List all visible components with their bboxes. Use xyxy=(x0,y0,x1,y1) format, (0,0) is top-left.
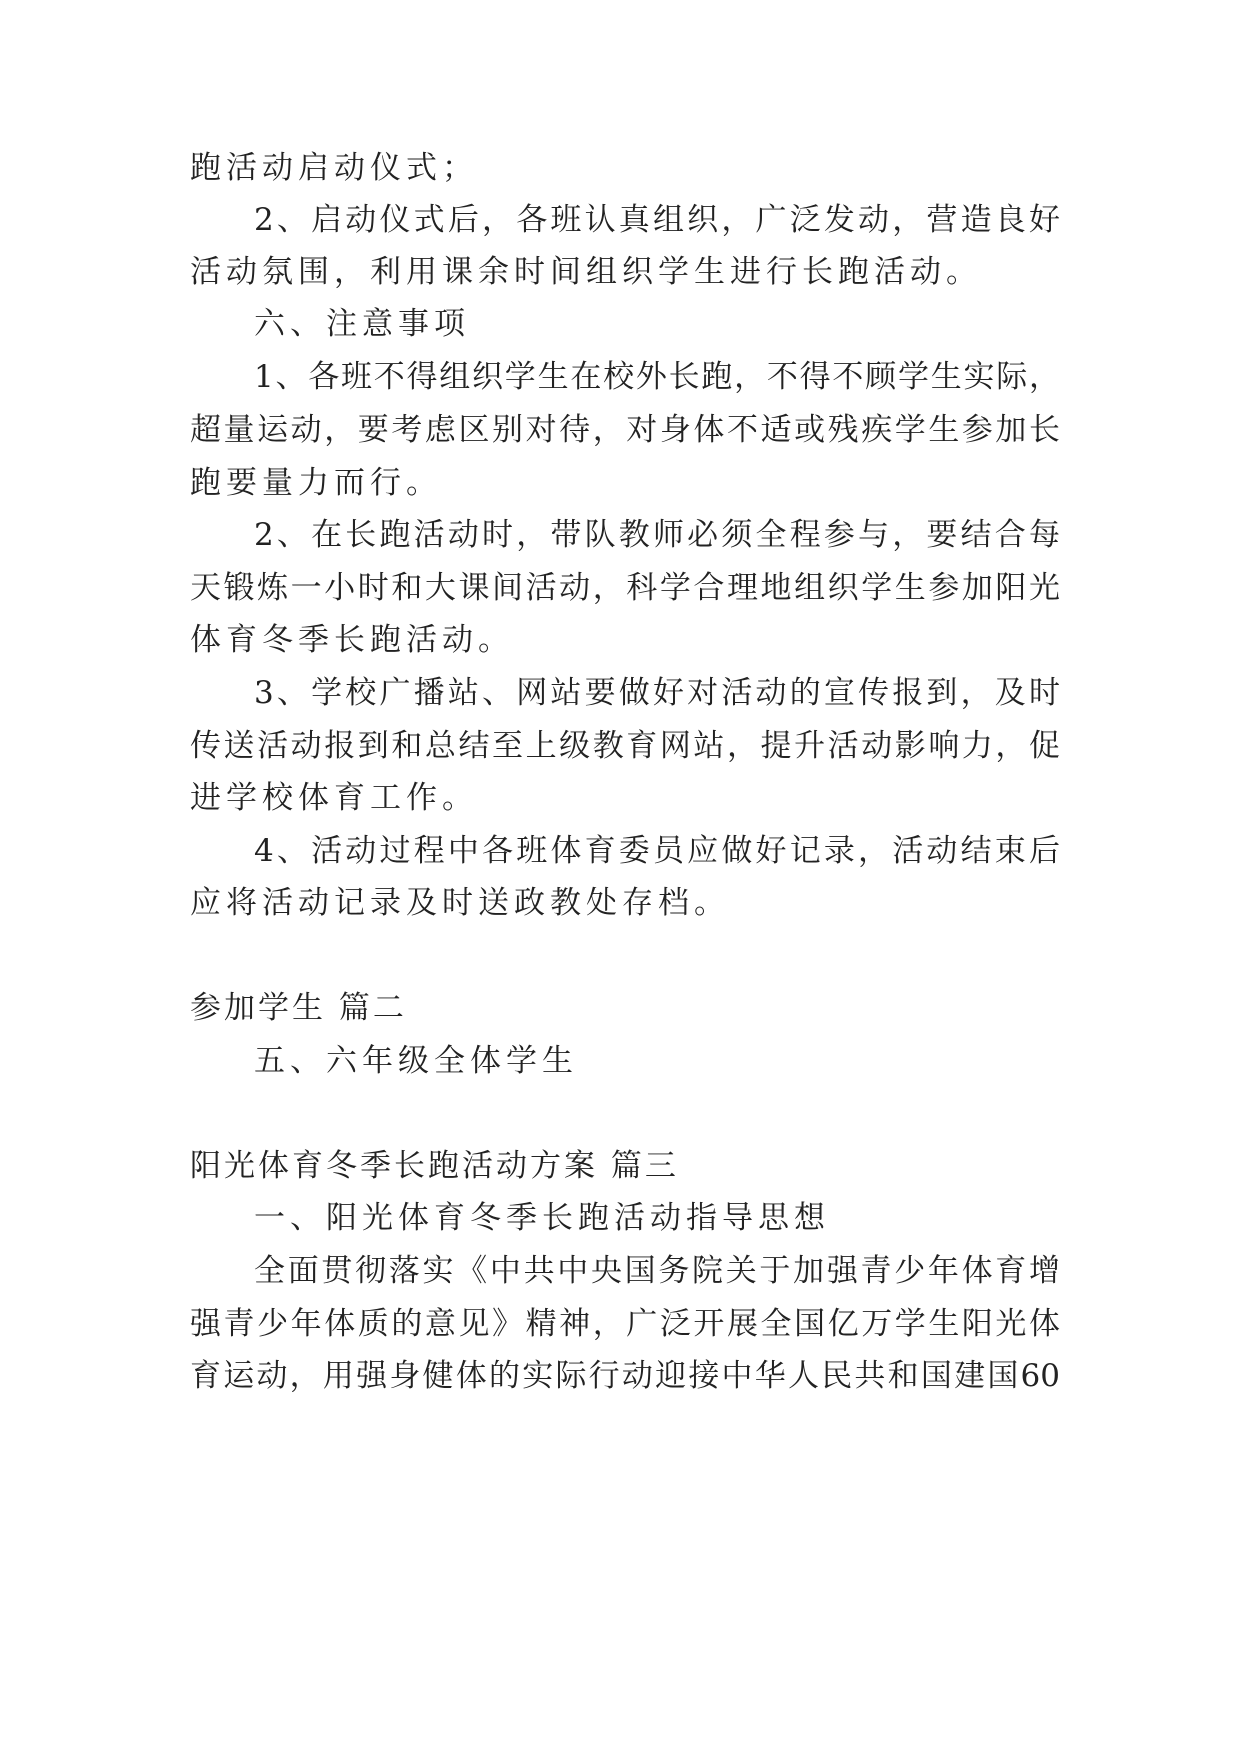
text-line: 传送活动报到和总结至上级教育网站，提升活动影响力，促 xyxy=(190,728,1060,764)
text-line: 应将活动记录及时送政教处存档。 xyxy=(190,885,730,921)
text-line: 跑活动启动仪式； xyxy=(190,150,478,186)
text-line: 天锻炼一小时和大课间活动，科学合理地组织学生参加阳光 xyxy=(190,570,1060,606)
section-heading: 六、注意事项 xyxy=(254,306,470,342)
text-line: 3、学校广播站、网站要做好对活动的宣传报到，及时 xyxy=(254,675,1060,711)
section-title: 参加学生 篇二 xyxy=(190,990,407,1026)
text-line: 五、六年级全体学生 xyxy=(254,1043,578,1079)
text-line: 2、在长跑活动时，带队教师必须全程参与，要结合每 xyxy=(254,517,1060,553)
text-line: 育运动，用强身健体的实际行动迎接中华人民共和国建国60 xyxy=(190,1358,1060,1394)
text-line: 超量运动，要考虑区别对待，对身体不适或残疾学生参加长 xyxy=(190,412,1060,448)
text-line: 跑要量力而行。 xyxy=(190,465,442,501)
text-line: 全面贯彻落实《中共中央国务院关于加强青少年体育增 xyxy=(254,1253,1060,1289)
text-line: 进学校体育工作。 xyxy=(190,780,478,816)
text-line: 1、各班不得组织学生在校外长跑，不得不顾学生实际， xyxy=(254,359,1060,395)
text-line: 4、活动过程中各班体育委员应做好记录，活动结束后 xyxy=(254,833,1060,869)
text-line: 体育冬季长跑活动。 xyxy=(190,622,514,658)
text-line: 活动氛围，利用课余时间组织学生进行长跑活动。 xyxy=(190,254,982,290)
text-line: 2、启动仪式后，各班认真组织，广泛发动，营造良好 xyxy=(254,202,1060,238)
text-line: 强青少年体质的意见》精神，广泛开展全国亿万学生阳光体 xyxy=(190,1306,1060,1342)
section-heading: 一、阳光体育冬季长跑活动指导思想 xyxy=(254,1200,830,1236)
section-title: 阳光体育冬季长跑活动方案 篇三 xyxy=(190,1148,679,1184)
